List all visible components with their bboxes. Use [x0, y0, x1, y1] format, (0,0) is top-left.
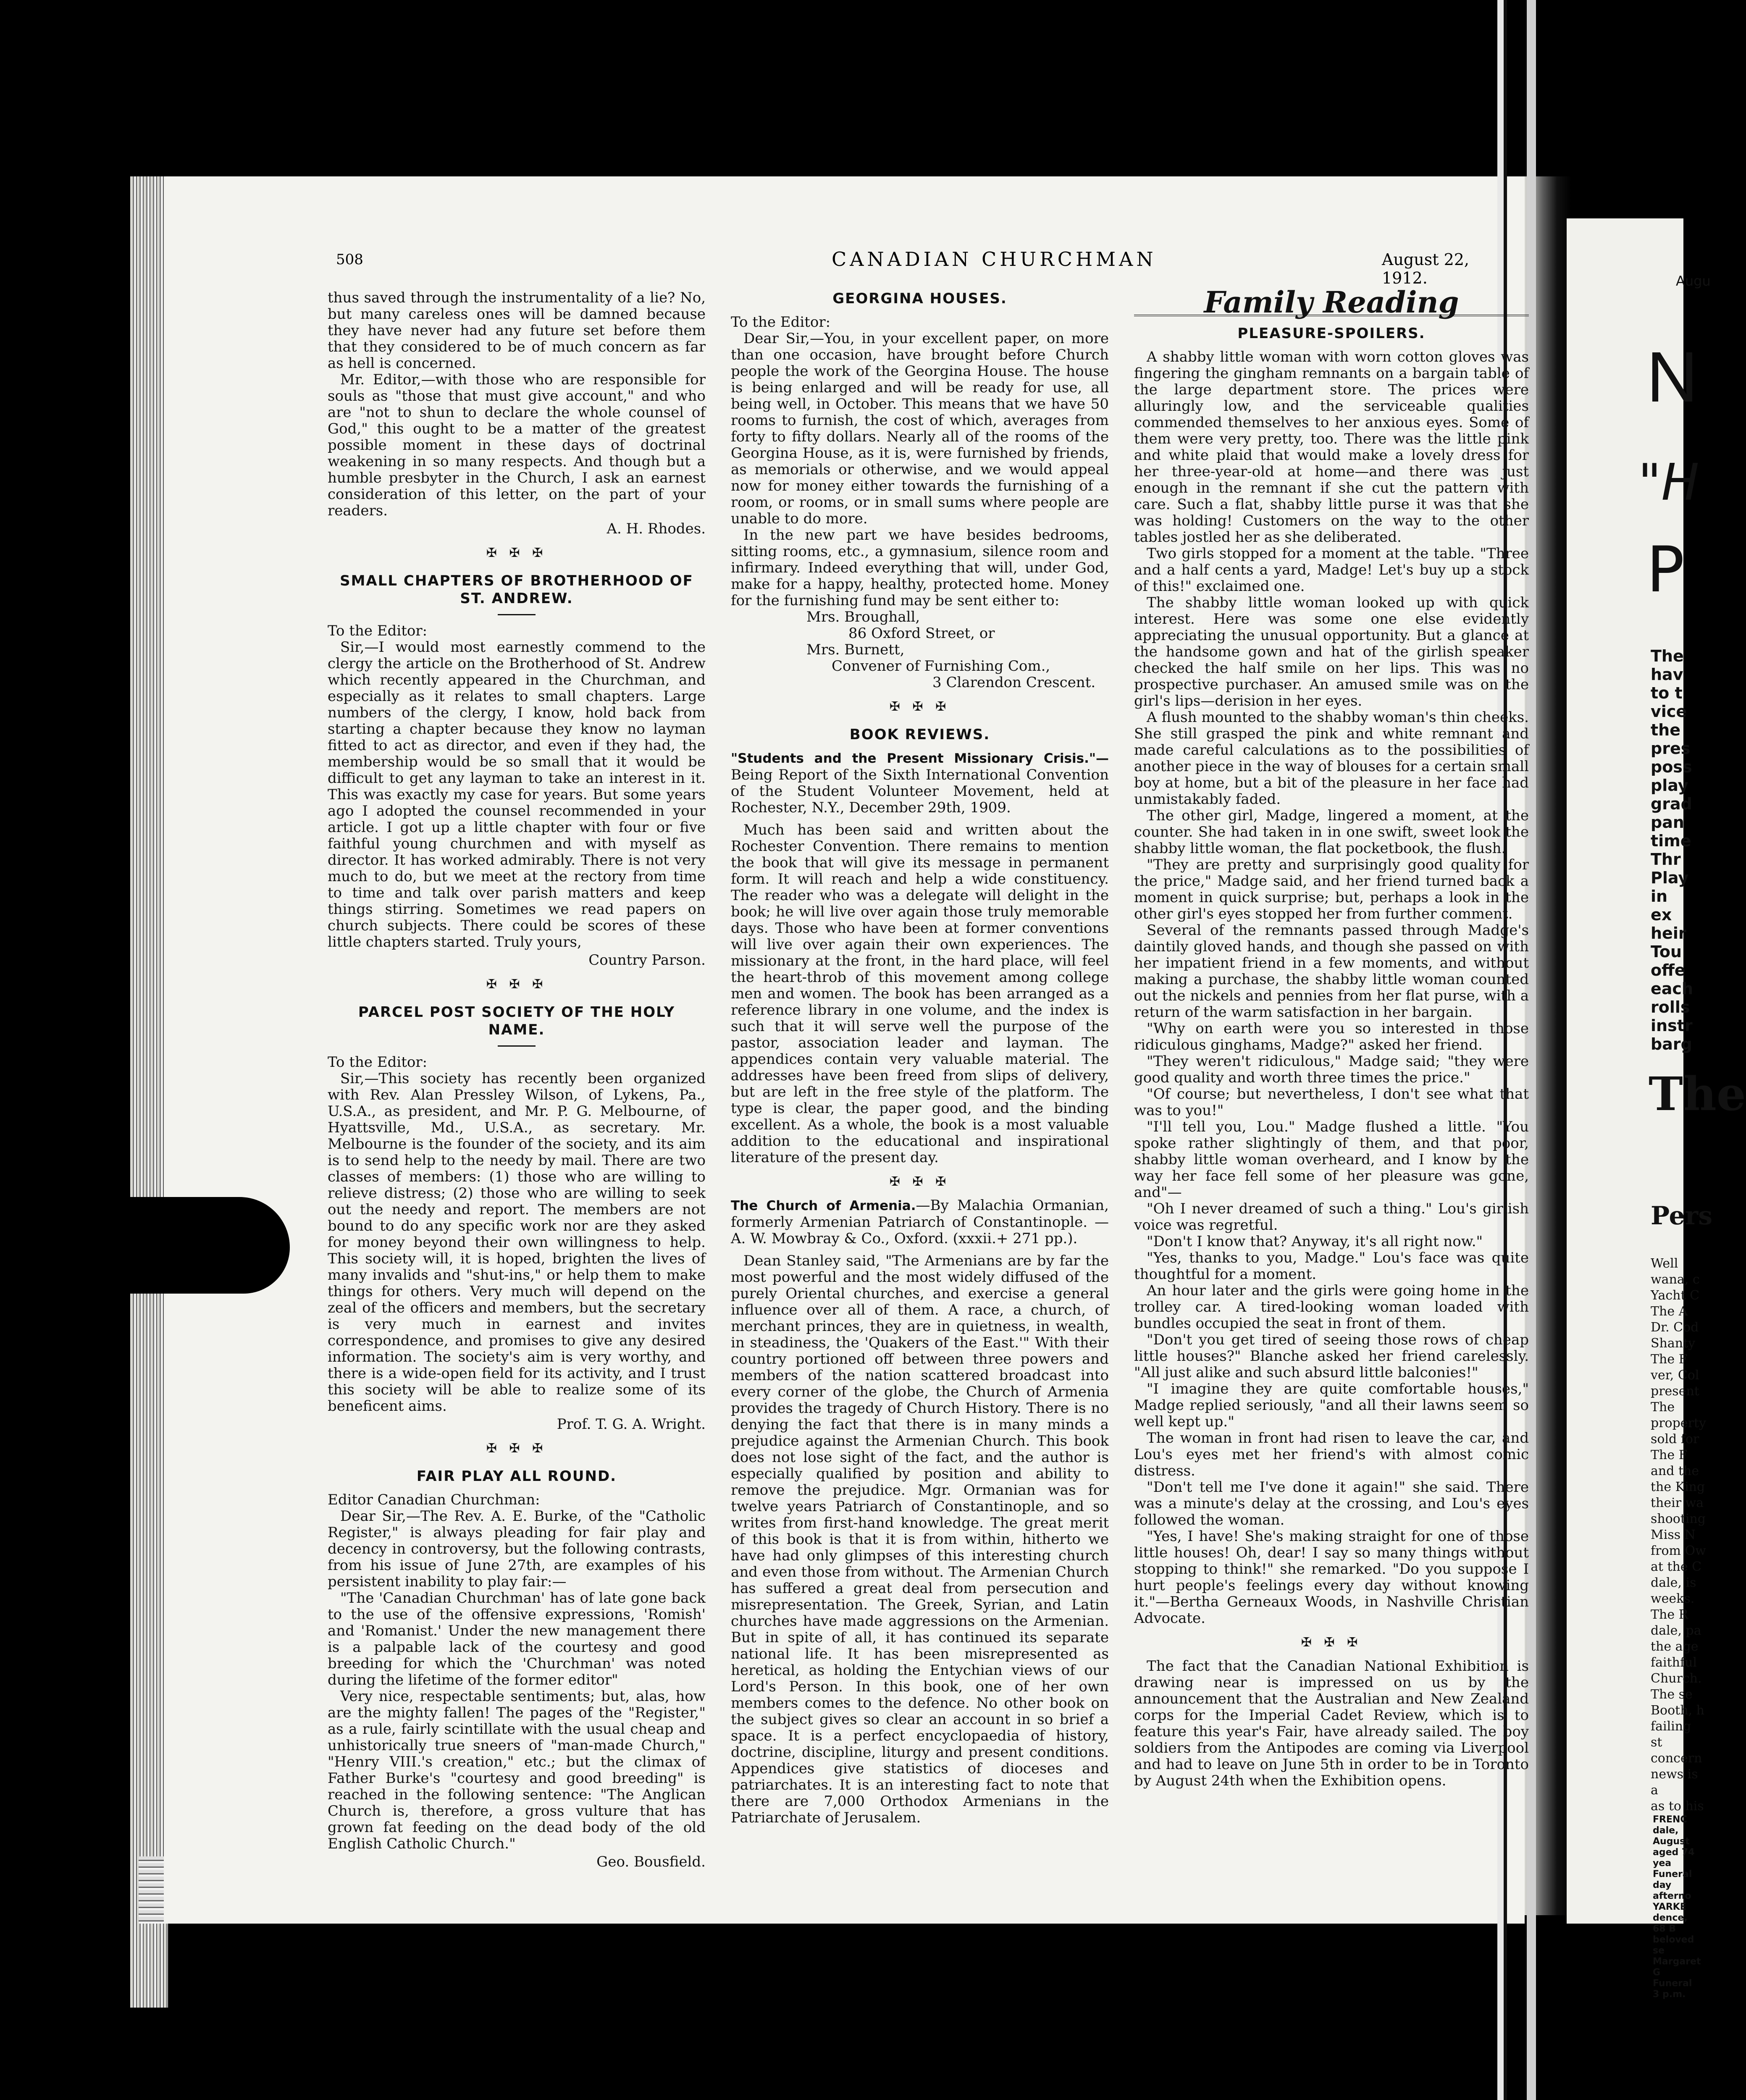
- letter-text: Very nice, respectable sentiments; but, alas, how are the mighty fallen! The pages of the "Register," as a rule, fairly scintillate with the usual cheap and unhistorically true sneers of "man-made Church," "Henry VIII.'s creation," etc.; but the climax of Father Burke's "courtesy and good breeding" is reached in the following sentence: "The Anglican Church is, therefore, a gross vulture that has grown fat feeding on the dead body of the old English Catholic Church.": [328, 1688, 706, 1852]
- article-heading: BOOK REVIEWS.: [849, 726, 990, 743]
- signature: Geo. Bousfield.: [596, 1853, 706, 1870]
- separator-ornament: ✠ ✠ ✠: [889, 699, 950, 714]
- review-citation: —By Malachia Ormanian, formerly Armenian Patriarch of Constantinople. —A. W. Mowbray & Co., Oxford. (xxxii.+ 271 pp.).: [731, 1197, 1109, 1247]
- letter-text: Sir,—I would most earnestly commend to the clergy the article on the Brotherhood of St. Andrew which recently appeared in the Churchman, and especially as it relates to small chapters. Large numbers of the clergy, I know, hold back from starting a chapter because they know no layman fitted to act as director, and even if they had, the membership would be so small that it would be difficult to get any layman to take an interest in it. This was exactly my case for years. But some years ago I adopted the counsel recommended in your article. I got up a little chapter with four or five faithful young churchmen and with myself as director. It has worked admirably. There is not very much to do, but we meet at the rectory from time to time and talk over parish matters and keep things stirring. Sometimes we read papers on church subjects. There could be scores of these little chapters started. Truly yours,: [328, 639, 706, 950]
- publication-title: CANADIAN CHURCHMAN: [832, 248, 1157, 270]
- facing-page-notice-line: YARKE: [1653, 1902, 1686, 1912]
- facing-page-header: Augu: [1676, 273, 1711, 289]
- divider: [498, 1045, 536, 1047]
- facing-page-text-line: The F: [1651, 1352, 1688, 1367]
- facing-page-heading: Pers: [1651, 1201, 1713, 1231]
- facing-page-ad-line: hav: [1651, 665, 1683, 684]
- story-paragraph: The other girl, Madge, lingered a moment, at the counter. She had taken in in one swift, sweet look the shabby little woman, the flat pocketbook, the flush.: [1134, 807, 1529, 857]
- facing-page-text-line: Well: [1651, 1256, 1678, 1271]
- facing-page-text-line: and the: [1651, 1464, 1699, 1478]
- article-heading: GEORGINA HOUSES.: [832, 290, 1007, 307]
- separator-ornament: ✠ ✠ ✠: [889, 1174, 950, 1189]
- facing-page-ad-line: Tou: [1651, 942, 1682, 961]
- facing-page-ad-text: The: [1649, 1067, 1746, 1121]
- facing-page-text-line: at the C: [1651, 1559, 1702, 1574]
- story-paragraph: The shabby little woman looked up with quick interest. Here was some one else evidently appreciating the unusual opportunity. But a glance at the handsome gown and hat of the girlish speaker checked the half smile on her lips. This was no prospective purchaser. An amused smile was on the girl's lips—derision in her eyes.: [1134, 594, 1529, 709]
- facing-page-notice-line: Funeral: [1653, 1869, 1692, 1880]
- facing-page-ad-line: in ex: [1651, 887, 1672, 924]
- facing-page-ad-line: play: [1651, 776, 1688, 795]
- address-line: 86 Oxford Street, or: [848, 625, 995, 642]
- facing-page-text-line: dale, is: [1651, 1575, 1696, 1590]
- separator-ornament: ✠ ✠ ✠: [486, 977, 547, 992]
- letter-text: Dear Sir,—You, in your excellent paper, on more than one occasion, have brought before Church people the work of the Georgina House. The house is being enlarged and will be ready for use, all being well, in October. This means that we have 50 rooms to furnish, the cost of which, averages from forty to fifty dollars. Nearly all of the rooms of the Georgina House, as it is, were furnished by friends, as memorials or otherwise, and we would appeal now for money either towards the furnishing of a room, or rooms, or in small sums where people are unable to do more.: [731, 330, 1109, 527]
- facing-page-notice-line: dale, August: [1653, 1825, 1690, 1847]
- letter-text: Sir,—This society has recently been organized with Rev. Alan Pressley Wilson, of Lykens, Pa., U.S.A., as president, and Mr. P. G. Melbourne, of Hyattsville, Md., U.S.A., as secretary. Mr. Melbourne is the founder of the society, and its aim is to send help to the needy by mail. There are two classes of members: (1) those who are willing to relieve distress; (2) those who are willing to seek out the needy and report. The members are not bound to do any specific work nor are they asked for money beyond their own willingness to help. This society will, it is hoped, brighten the lives of many invalids and "shut-ins," or help them to make things for others. Very much will depend on the zeal of the officers and members, but the secretary is very much in earnest and invites correspondence, and promises to give any desired information. The society's aim is very worthy, and there is a wide-open field for its activity, and I trust this society will be able to realize some of its beneficent aims.: [328, 1070, 706, 1415]
- facing-page-notice-line: FRENC: [1653, 1814, 1687, 1825]
- facing-page-text-line: the age: [1651, 1639, 1699, 1654]
- story-paragraph: "Yes, thanks to you, Madge." Lou's face was quite thoughtful for a moment.: [1134, 1250, 1529, 1283]
- article-heading: FAIR PLAY ALL ROUND.: [416, 1468, 617, 1485]
- facing-page-text: [1651, 1256, 1706, 1814]
- article-heading: PLEASURE-SPOILERS.: [1237, 325, 1426, 342]
- facing-page-text-line: The se: [1651, 1687, 1693, 1702]
- facing-page-text-line: property: [1651, 1416, 1706, 1431]
- facing-page-text-line: Booth, h: [1651, 1703, 1704, 1718]
- facing-page-ad-line: pres: [1651, 739, 1691, 758]
- quotation: "The 'Canadian Churchman' has of late gone back to the use of the offensive expressions, 'Romish' and 'Romanist.' Under the new management there is a palpable lack of the courtesy and good breeding for which the 'Churchman' was noted during the lifetime of the former editor": [328, 1590, 706, 1688]
- separator-ornament: ✠ ✠ ✠: [486, 1441, 547, 1456]
- facing-page-ad-line: pan: [1651, 813, 1684, 832]
- facing-page-ad-line: grad: [1651, 795, 1692, 813]
- facing-page-notice-line: day afterno: [1653, 1880, 1691, 1901]
- facing-page-text-line: failing st: [1651, 1719, 1691, 1750]
- facing-page-text-line: the King: [1651, 1480, 1705, 1494]
- signature: A. H. Rhodes.: [607, 520, 706, 537]
- column-1: [328, 290, 706, 1870]
- facing-page-notice-line: aged 74 yea: [1653, 1847, 1695, 1869]
- facing-page-ad-line: poss: [1651, 758, 1692, 776]
- salutation: To the Editor:: [328, 1054, 428, 1071]
- facing-page-notice-line: Margaret G: [1653, 1956, 1701, 1978]
- facing-page-text-line: as to his: [1651, 1799, 1704, 1814]
- facing-page-ad-line: time: [1651, 832, 1691, 850]
- story-paragraph: "Of course; but nevertheless, I don't see what that was to you!": [1134, 1086, 1529, 1119]
- article-heading: PARCEL POST SOCIETY OF THE HOLY NAME.: [358, 1004, 675, 1038]
- facing-page-ad-letter: N: [1646, 337, 1698, 417]
- page-number: 508: [336, 251, 363, 268]
- facing-page-text-line: The R: [1651, 1607, 1688, 1622]
- letter-text: thus saved through the instrumentality of a lie? No, but many careless ones will be damned because they have never had any future set before them that they considered to be of much concern as far as hell is concerned.: [328, 289, 706, 372]
- facing-page-ad-line: Play: [1651, 869, 1689, 887]
- story-paragraph: "I'll tell you, Lou." Madge flushed a little. "You spoke rather slightingly of them, and that poor, shabby little woman overheard, and I know by the way her face fell some of her pleasure was gone, and"—: [1134, 1118, 1529, 1201]
- salutation: To the Editor:: [328, 622, 428, 639]
- facing-page-notice-line: 3 p.m.: [1653, 1989, 1686, 2000]
- story-paragraph: "They are pretty and surprisingly good quality for the price," Madge said, and her friend turned back a moment in quick surprise; but, perhaps a look in the other girl's eyes stopped her from further comment.: [1134, 856, 1529, 922]
- facing-page-text-line: Yacht C: [1651, 1288, 1700, 1303]
- facing-page-text-line: shooting: [1651, 1512, 1706, 1526]
- letter-text: In the new part we have besides bedrooms, sitting rooms, etc., a gymnasium, silence room and infirmary. Indeed everything that will, under God, make for a happy, healthy, protected home. Money for the furnishing fund may be sent either to:: [731, 527, 1109, 609]
- story-paragraph: "They weren't ridiculous," Madge said; "they were good quality and worth three times the price.": [1134, 1053, 1529, 1086]
- page-edges: [130, 176, 168, 2008]
- facing-page-text-line: from Ow: [1651, 1544, 1706, 1558]
- story-body: [1134, 349, 1529, 1627]
- facing-page-ad-line: Thr: [1651, 850, 1681, 869]
- facing-page-ad-line: barg: [1651, 1035, 1692, 1053]
- facing-page-text-line: concern: [1651, 1751, 1702, 1766]
- facing-page-text-line: The F: [1651, 1448, 1688, 1462]
- news-paragraph: The fact that the Canadian National Exhibition is drawing near is impressed on us by the announcement that the Australian and New Zealand corps for the Imperial Cadet Review, which is to feature this year's Fair, have already sailed. The boy soldiers from the Antipodes are coming via Liverpool and had to leave on June 5th in order to be in Toronto by August 24th when the Exhibition opens.: [1134, 1658, 1529, 1789]
- letter-text: Mr. Editor,—with those who are responsible for souls as "those that must give account," and who are "not to shun to declare the whole counsel of God," this ought to be a matter of the greatest possible moment in these days of doctrinal weakening in so many respects. And though but a humble presbyter in the Church, I ask an earnest consideration of this letter, on the part of your readers.: [328, 371, 706, 519]
- letter-text: Dear Sir,—The Rev. A. E. Burke, of the "Catholic Register," is always pleading for fair play and decency in controversy, but the following contrasts, from his issue of June 27th, are examples of his persistent inability to play fair:—: [328, 1508, 706, 1590]
- separator-ornament: ✠ ✠ ✠: [486, 546, 547, 560]
- facing-page-text-line: weeks.: [1651, 1591, 1695, 1606]
- story-paragraph: Two girls stopped for a moment at the table. "Three and a half cents a yard, Madge! Let's buy up a stock of this!" exclaimed one.: [1134, 545, 1529, 595]
- facing-page-text-line: The: [1651, 1400, 1675, 1415]
- story-paragraph: "Why on earth were you so interested in those ridiculous ginghams, Madge?" asked her friend.: [1134, 1020, 1529, 1053]
- column-3: [1134, 285, 1529, 1789]
- thumb-shadow: [126, 1197, 290, 1294]
- facing-page-notice-line: Funeral: [1653, 1978, 1692, 1989]
- facing-page-ad-letter: P: [1646, 533, 1685, 606]
- facing-page-text-line: sold for: [1651, 1432, 1699, 1446]
- address-line: Convener of Furnishing Com.,: [832, 658, 1050, 675]
- facing-page-text-line: dale, pa: [1651, 1623, 1701, 1638]
- address-line: 3 Clarendon Crescent.: [932, 674, 1096, 691]
- address-line: Mrs. Burnett,: [806, 641, 905, 658]
- review-text: Much has been said and written about the Rochester Convention. There remains to mention the book that will give its message in permanent form. It will reach and help a wide constituency. The reader who was a delegate will delight in the book; he will live over again those truly memorable days. Those who have been at former conventions will live over again their own experiences. The missionary at the front, in the hard place, will feel the heart-throb of this movement among college men and women. The book has been arranged as a reference library in one volume, and the index is such that it will serve well the purpose of the pastor, association leader and layman. The appendices contain very valuable material. The addresses have been freed from slips of delivery, but are left in the free style of the platform. The type is clear, the paper good, and the binding excellent. As a whole, the book is a most valuable addition to the educational and inspirational literature of the present day.: [731, 822, 1109, 1166]
- facing-page-text-line: ver, Col: [1651, 1368, 1699, 1383]
- facing-page-ad-line: The: [1651, 647, 1684, 665]
- facing-page-ad-line: to t: [1651, 684, 1683, 702]
- review-title: The Church of Armenia.: [731, 1198, 916, 1213]
- signature: Country Parson.: [588, 952, 706, 969]
- story-paragraph: "Don't I know that? Anyway, it's all right now.": [1147, 1233, 1483, 1250]
- facing-page-text-line: Shanty: [1651, 1336, 1696, 1351]
- story-paragraph: The woman in front had risen to leave the car, and Lou's eyes met her friend's with almost comic distress.: [1134, 1430, 1529, 1479]
- facing-page-ad-line: offe: [1651, 961, 1686, 979]
- story-paragraph: "Don't tell me I've done it again!" she said. There was a minute's delay at the crossing, and Lou's eyes followed the woman.: [1134, 1479, 1529, 1528]
- salutation: To the Editor:: [731, 314, 831, 331]
- facing-page-ad-line: the: [1651, 721, 1680, 739]
- column-2: [731, 290, 1109, 1826]
- facing-page-text-line: Church.: [1651, 1671, 1702, 1686]
- article-heading: SMALL CHAPTERS OF BROTHERHOOD OF ST. ANDREW.: [340, 572, 693, 607]
- review-title: "Students and the Present Missionary Crisis."—: [731, 751, 1109, 766]
- story-paragraph: "I imagine they are quite comfortable houses," Madge replied seriously, "and all their lawns seem so well kept up.": [1134, 1381, 1529, 1430]
- facing-page-ad-line: rolls: [1651, 998, 1690, 1016]
- separator-ornament: ✠ ✠ ✠: [1301, 1635, 1362, 1650]
- story-paragraph: An hour later and the girls were going home in the trolley car. A tired-looking woman loaded with bundles occupied the seat in front of them.: [1134, 1282, 1529, 1332]
- facing-page-text-line: Miss N: [1651, 1528, 1696, 1542]
- facing-page-text-line: news is a: [1651, 1767, 1698, 1798]
- address-line: Mrs. Broughall,: [806, 609, 920, 625]
- facing-page-notice-line: dence, 68 B: [1653, 1913, 1688, 1934]
- facing-page-ad-line: instr: [1651, 1016, 1693, 1035]
- section-title: Family Reading: [1204, 285, 1459, 320]
- facing-page-ad-text: [1651, 647, 1693, 1053]
- facing-page-text-line: faithful: [1651, 1655, 1697, 1670]
- review-citation: Being Report of the Sixth International Convention of the Student Volunteer Movement, held at Rochester, N.Y., December 29th, 1909.: [731, 766, 1109, 816]
- signature: Prof. T. G. A. Wright.: [557, 1416, 706, 1433]
- issue-date: August 22, 1912.: [1382, 250, 1469, 287]
- story-paragraph: Several of the remnants passed through Madge's daintily gloved hands, and though she passed on with her impatient friend in a few moments, and without making a purchase, the shabby little woman counted out the nickels and pennies from her flat purse, with a return of the warm satisfaction in her bargain.: [1134, 922, 1529, 1021]
- divider: [498, 614, 536, 615]
- facing-page-notice-line: beloved se: [1653, 1935, 1694, 1956]
- facing-page-text-line: their wa: [1651, 1496, 1704, 1510]
- review-text: Dean Stanley said, "The Armenians are by far the most powerful and the most widely diffused of the purely Oriental churches, and exercise a general influence over all of them. A race, a church, of merchant princes, they are in quietness, in wealth, in steadiness, the 'Quakers of the East.'" With their country portioned off between three powers and members of the nation scattered broadcast into every corner of the globe, the Church of Armenia provides the tragedy of Church History. There is no denying the fact that there is in many minds a prejudice against the Armenian Church. This book does not lose sight of the fact, and the author is especially qualified by position and ability to remove the prejudice. Mgr. Ormanian was for twelve years Patriarch of Constantinople, and so writes from first-hand knowledge. The great merit of this book is that it is from within, hitherto we have had only glimpses of this interesting church and even those from without. The Armenian Church has suffered a great deal from persecution and misrepresentation. The Greek, Syrian, and Latin churches have made aggressions on the Armenian. But in spite of all, it has continued its separate national life. It has been misrepresented as heretical, as holding the Entychian views of our Lord's Person. In this book, one of her own members comes to the defence. No other book on the subject gives so clear an account in so brief a space. It is a perfect encyclopaedia of history, doctrine, discipline, liturgy and present conditions. Appendices give statistics of dioceses and patriarchates. It is an interesting fact to note that there are 7,000 Orthodox Armenians in the Patriarchate of Jerusalem.: [731, 1252, 1109, 1826]
- facing-page-text-line: The A: [1651, 1304, 1688, 1319]
- story-paragraph: "Yes, I have! She's making straight for one of those little houses! Oh, dear! I say so many things without stopping to think!" she remarked. "Do you suppose I hurt people's feelings every day without knowing it."—Bertha Gerneaux Woods, in Nashville Christian Advocate.: [1134, 1528, 1529, 1627]
- salutation: Editor Canadian Churchman:: [328, 1491, 540, 1508]
- facing-page-text-line: present: [1651, 1384, 1699, 1399]
- story-paragraph: "Don't you get tired of seeing those rows of cheap little houses?" Blanche asked her friend carelessly. "All just alike and such absurd little balconies!": [1134, 1331, 1529, 1381]
- story-paragraph: "Oh I never dreamed of such a thing." Lou's girlish voice was regretful.: [1134, 1200, 1529, 1234]
- masthead: [336, 248, 1504, 287]
- story-paragraph: A shabby little woman with worn cotton gloves was fingering the gingham remnants on a bargain table of the large department store. The prices were alluringly low, and the serviceable qualities commended themselves to her anxious eyes. Some of them were very pretty, too. There was the little pink and white plaid that would make a lovely dress for her three-year-old at home—and there was just enough in the remnant if she cut the pattern with care. Such a flat, shabby little purse it was that she was holding! Customers on the way to the other tables jostled her as she deliberated.: [1134, 349, 1529, 546]
- facing-page-ad-line: vice: [1651, 702, 1687, 721]
- facing-page-ad-line: heir: [1651, 924, 1686, 942]
- facing-page-notices: [1653, 1814, 1701, 2000]
- facing-page-ad-line: each: [1651, 979, 1693, 998]
- story-paragraph: A flush mounted to the shabby woman's thin cheeks. She still grasped the pink and white remnant and made careful calculations as to the possibilities of another piece in the way of blouses for a certain small boy at home, but a bit of the pleasure in her face had unmistakably faded.: [1134, 709, 1529, 808]
- facing-page-text-line: Dr. Cod: [1651, 1320, 1699, 1335]
- facing-page-text-line: wana, c: [1651, 1272, 1700, 1287]
- facing-page-ad-letter: "H: [1638, 454, 1699, 512]
